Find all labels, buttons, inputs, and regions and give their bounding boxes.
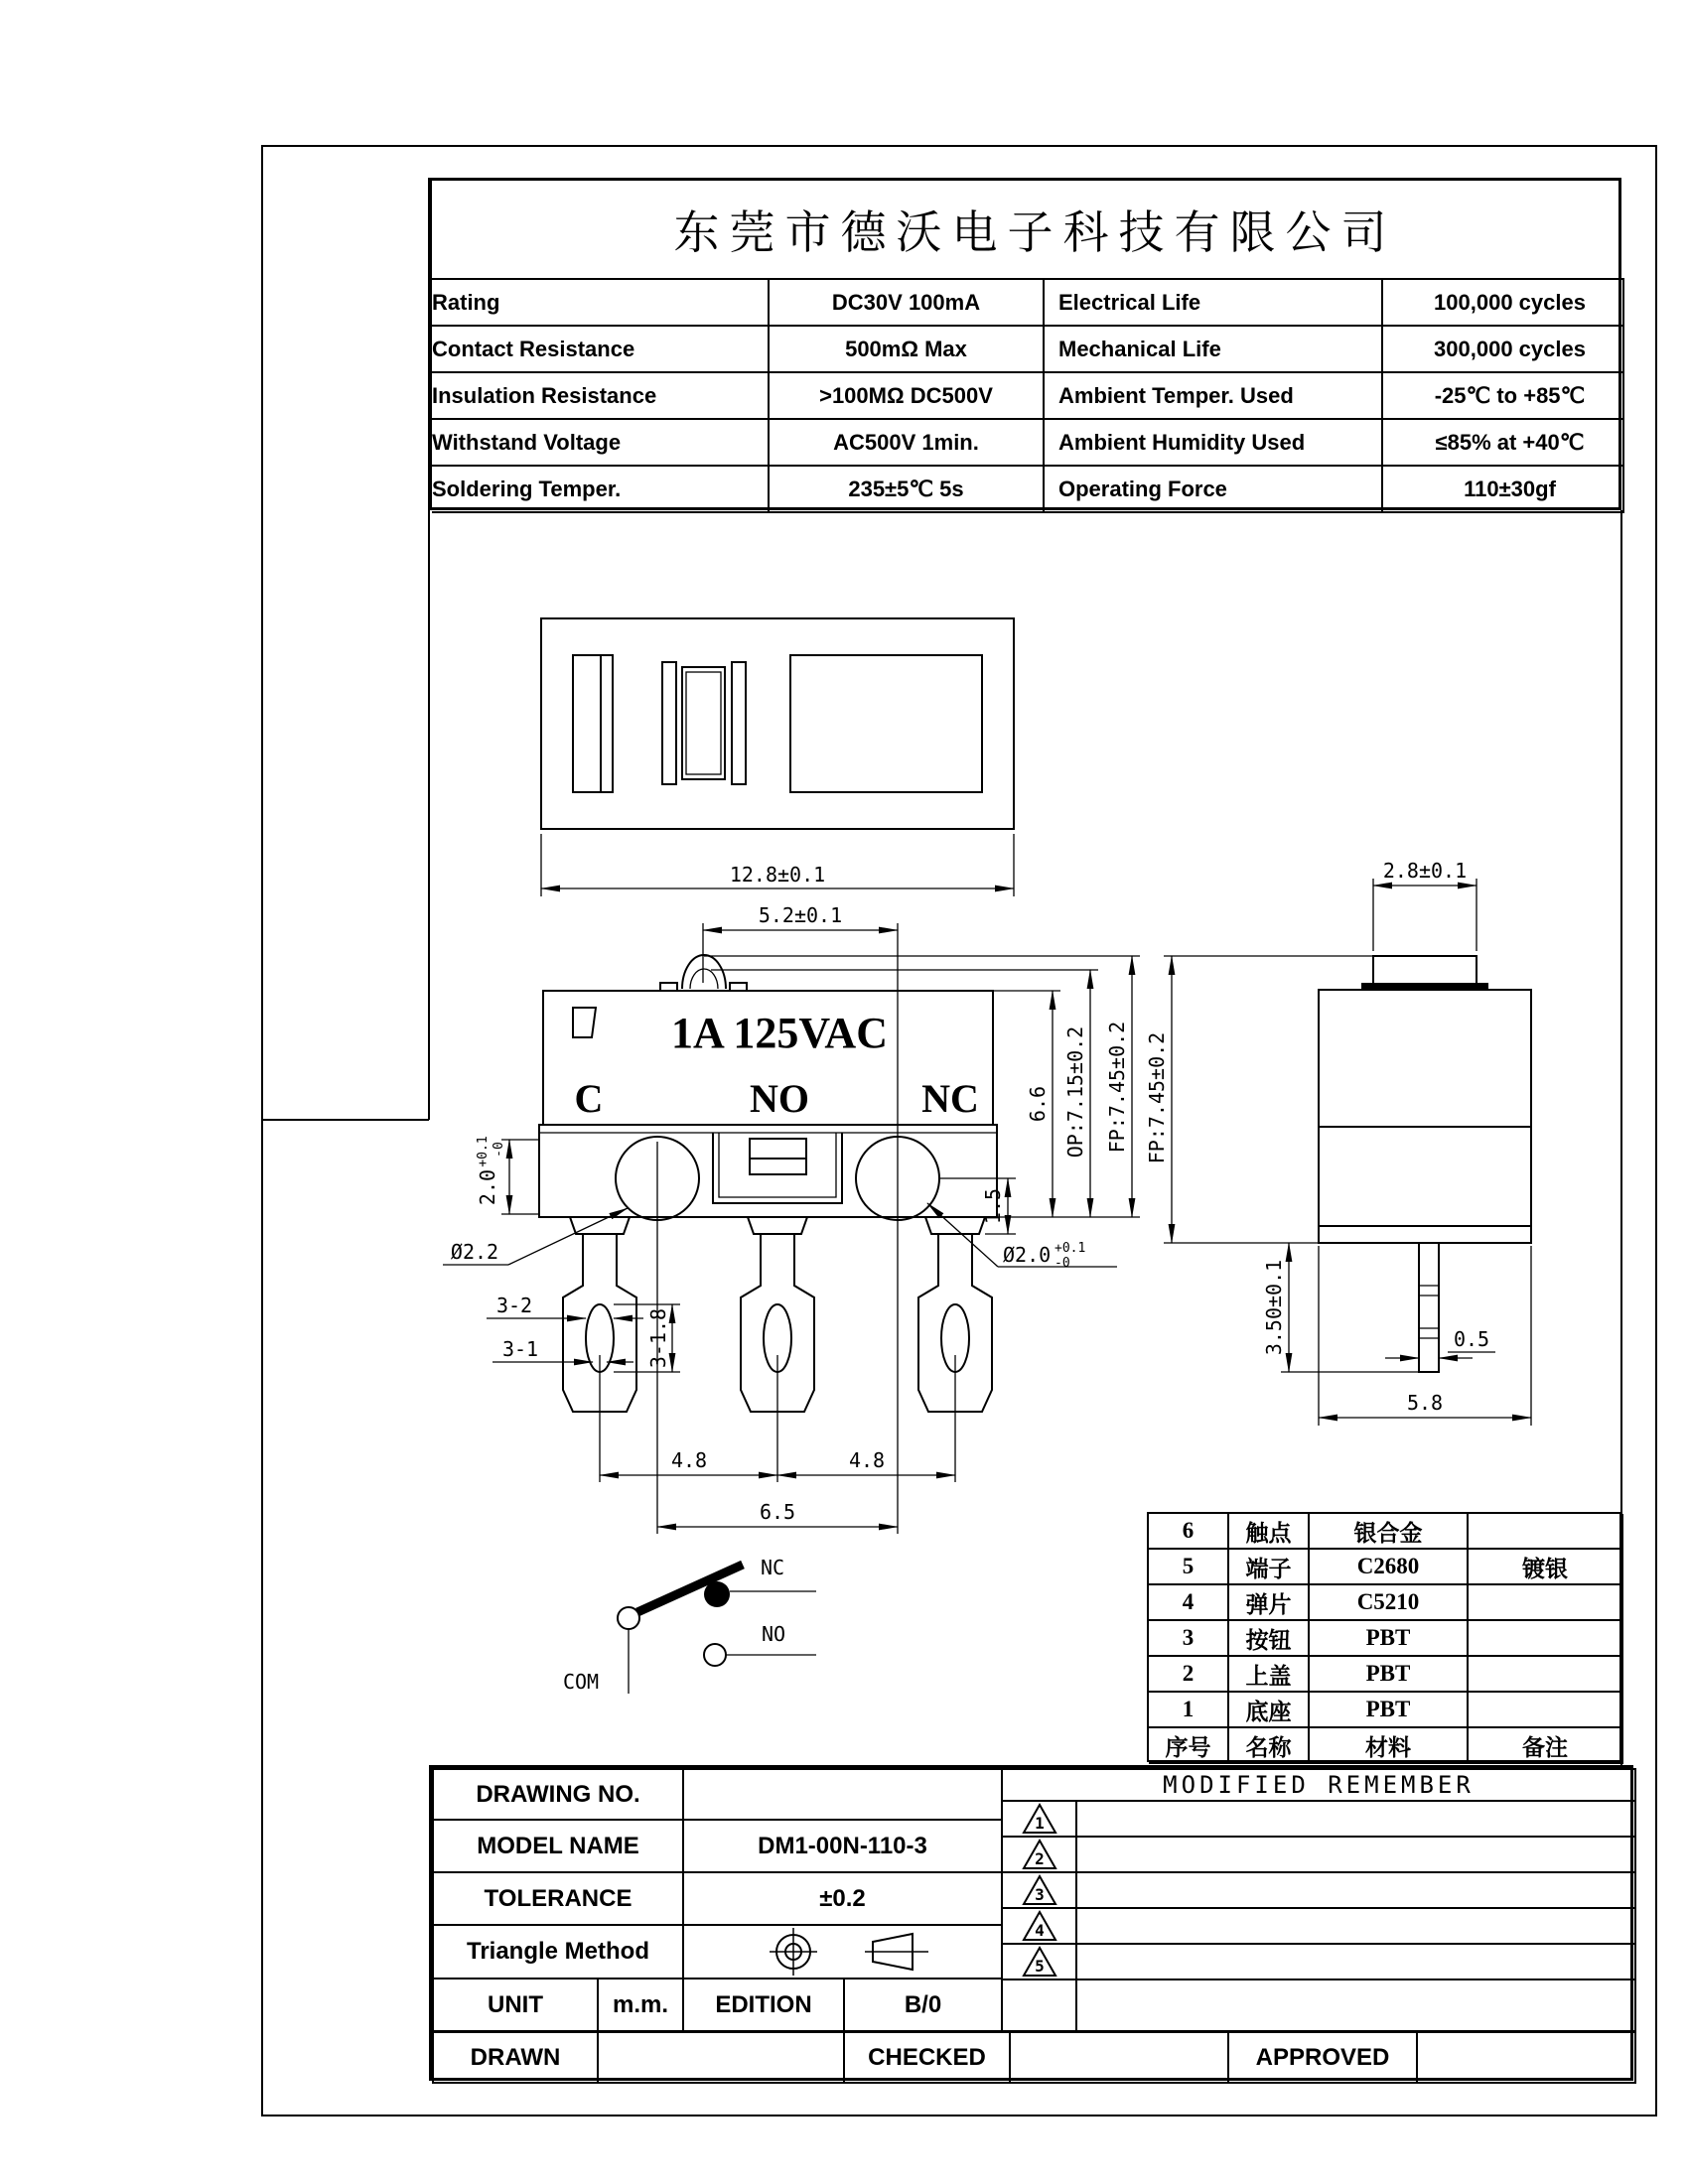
checked-label: CHECKED xyxy=(843,2030,1011,2084)
bom-name: 端子 xyxy=(1229,1550,1310,1585)
spec-value: AC500V 1min. xyxy=(770,420,1045,467)
bom-no: 1 xyxy=(1149,1693,1229,1728)
top-view-button xyxy=(682,667,725,779)
spec-label: Mechanical Life xyxy=(1045,327,1383,373)
spec-label: Rating xyxy=(432,280,770,327)
bom-material: PBT xyxy=(1310,1621,1469,1657)
unit-label: UNIT xyxy=(432,1978,599,2032)
drawn-value xyxy=(597,2030,845,2084)
dim-dia-right-tol-plus: +0.1 xyxy=(1055,1241,1086,1256)
bom-name: 底座 xyxy=(1229,1693,1310,1728)
top-view-left-slot xyxy=(573,655,613,792)
bom-no: 4 xyxy=(1149,1585,1229,1621)
dim-body-height: 6.6 xyxy=(1026,1085,1050,1123)
triangle-method-symbols xyxy=(682,1924,1003,1979)
drawing-no-label: DRAWING NO. xyxy=(432,1768,684,1821)
dim-side-width: 5.8 xyxy=(1406,1391,1444,1415)
revision-row-3 xyxy=(1075,1871,1636,1909)
checked-value xyxy=(1009,2030,1229,2084)
dim-slot-inner-width: 3-1 xyxy=(501,1337,539,1361)
spec-value: 110±30gf xyxy=(1383,467,1624,513)
svg-text:5: 5 xyxy=(1034,1957,1045,1976)
no-contact-window xyxy=(750,1139,806,1174)
model-name-label: MODEL NAME xyxy=(432,1819,684,1873)
side-bottom-plate xyxy=(1319,1226,1531,1243)
drawing-no-value xyxy=(682,1768,1003,1821)
revision-empty-left xyxy=(1001,1979,1077,2032)
dim-hole-height-tol-plus: +0.1 xyxy=(476,1136,491,1167)
company-name: 东莞市德沃电子科技有限公司 xyxy=(432,181,1624,280)
body-marking: 1A 125VAC xyxy=(670,1009,889,1057)
dim-hole-height: 2.0 xyxy=(476,1168,499,1206)
bom-material: C5210 xyxy=(1310,1585,1469,1621)
spec-value: -25℃ to +85℃ xyxy=(1383,373,1624,420)
dim-dia-right-tol-minus: -0 xyxy=(1055,1256,1070,1271)
tolerance-value: ±0.2 xyxy=(682,1871,1003,1926)
spec-value: >100MΩ DC500V xyxy=(770,373,1045,420)
revision-row-2 xyxy=(1075,1836,1636,1873)
top-view xyxy=(541,618,1014,896)
bom-material: PBT xyxy=(1310,1693,1469,1728)
top-view-right-window xyxy=(790,655,982,792)
dim-overall-width: 12.8±0.1 xyxy=(729,863,826,887)
dim-side-fp: FP:7.45±0.2 xyxy=(1145,1031,1169,1164)
bom-header: 材料 xyxy=(1310,1728,1469,1764)
spec-label: Insulation Resistance xyxy=(432,373,770,420)
terminal-label-nc: NC xyxy=(921,1076,979,1121)
bom-header: 名称 xyxy=(1229,1728,1310,1764)
bom-header: 序号 xyxy=(1149,1728,1229,1764)
revision-triangle-1 xyxy=(1001,1800,1077,1838)
no-contact xyxy=(704,1644,726,1666)
revision-triangle-3 xyxy=(1001,1871,1077,1909)
bom-no: 2 xyxy=(1149,1657,1229,1693)
side-lower-body xyxy=(1319,1127,1531,1226)
dim-terminal-pitch-1: 4.8 xyxy=(670,1448,708,1472)
projection-symbols xyxy=(734,1928,952,1976)
dim-pin-length: 3.50±0.1 xyxy=(1262,1259,1286,1356)
nc-contact xyxy=(704,1581,730,1607)
revision-row-5 xyxy=(1075,1943,1636,1980)
dim-hole-height-tol-minus: -0 xyxy=(492,1142,506,1158)
bom-no: 5 xyxy=(1149,1550,1229,1585)
bom-material: 银合金 xyxy=(1310,1514,1469,1550)
circuit-com-label: COM xyxy=(562,1670,600,1694)
spec-value: DC30V 100mA xyxy=(770,280,1045,327)
bom-table xyxy=(1147,1512,1621,1762)
dim-terminal-pitch-2: 4.8 xyxy=(848,1448,886,1472)
svg-text:3: 3 xyxy=(1034,1885,1045,1904)
model-name-value: DM1-00N-110-3 xyxy=(682,1819,1003,1873)
approved-label: APPROVED xyxy=(1227,2030,1418,2084)
spec-label: Ambient Temper. Used xyxy=(1045,373,1383,420)
dim-fp: FP:7.45±0.2 xyxy=(1105,1021,1129,1154)
bom-name: 按钮 xyxy=(1229,1621,1310,1657)
terminal-label-c: C xyxy=(574,1076,604,1121)
edition-label: EDITION xyxy=(682,1978,845,2032)
dim-pin-width: 0.5 xyxy=(1453,1327,1490,1351)
bom-name: 触点 xyxy=(1229,1514,1310,1550)
bom-name: 上盖 xyxy=(1229,1657,1310,1693)
spec-label: Electrical Life xyxy=(1045,280,1383,327)
revision-row-1 xyxy=(1075,1800,1636,1838)
terminal-label-no: NO xyxy=(750,1076,809,1121)
drawn-label: DRAWN xyxy=(432,2030,599,2084)
svg-text:2: 2 xyxy=(1034,1849,1045,1868)
revision-triangle-5 xyxy=(1001,1943,1077,1980)
circuit-nc-label: NC xyxy=(760,1556,785,1579)
svg-text:4: 4 xyxy=(1034,1921,1045,1940)
com-contact xyxy=(618,1607,639,1629)
spec-value: 100,000 cycles xyxy=(1383,280,1624,327)
dim-button-width: 2.8±0.1 xyxy=(1382,859,1468,883)
spec-label: Soldering Temper. xyxy=(432,467,770,513)
bom-remark xyxy=(1469,1657,1623,1693)
bom-material: C2680 xyxy=(1310,1550,1469,1585)
bom-header: 备注 xyxy=(1469,1728,1623,1764)
bom-remark: 镀银 xyxy=(1469,1550,1623,1585)
spec-value: 300,000 cycles xyxy=(1383,327,1624,373)
spec-value: ≤85% at +40℃ xyxy=(1383,420,1624,467)
side-view xyxy=(1145,859,1531,1426)
spec-value: 500mΩ Max xyxy=(770,327,1045,373)
approved-value xyxy=(1416,2030,1636,2084)
bom-remark xyxy=(1469,1693,1623,1728)
dim-slot-width: 3-2 xyxy=(495,1294,533,1317)
spec-label: Ambient Humidity Used xyxy=(1045,420,1383,467)
revision-triangle-2 xyxy=(1001,1836,1077,1873)
bom-name: 弹片 xyxy=(1229,1585,1310,1621)
spec-label: Withstand Voltage xyxy=(432,420,770,467)
plunger-dome xyxy=(682,955,726,989)
bom-no: 6 xyxy=(1149,1514,1229,1550)
dim-plunger-pitch: 5.2±0.1 xyxy=(758,903,843,927)
unit-value: m.m. xyxy=(597,1978,684,2032)
side-upper-body xyxy=(1319,990,1531,1127)
title-block xyxy=(429,1765,1633,2081)
circuit-diagram xyxy=(563,1556,816,1694)
side-plunger xyxy=(1373,956,1477,984)
bom-remark xyxy=(1469,1621,1623,1657)
dim-hole-span: 6.5 xyxy=(759,1500,796,1524)
bom-remark xyxy=(1469,1585,1623,1621)
bom-material: PBT xyxy=(1310,1657,1469,1693)
dim-op: OP:7.15±0.2 xyxy=(1063,1025,1087,1159)
revision-triangle-4 xyxy=(1001,1907,1077,1945)
svg-text:1: 1 xyxy=(1034,1814,1045,1833)
logo-mark xyxy=(573,1008,596,1037)
dim-dia-left: Ø2.2 xyxy=(450,1240,499,1264)
tolerance-label: TOLERANCE xyxy=(432,1871,684,1926)
bom-remark xyxy=(1469,1514,1623,1550)
spec-value: 235±5℃ 5s xyxy=(770,467,1045,513)
spec-label: Operating Force xyxy=(1045,467,1383,513)
spec-label: Contact Resistance xyxy=(432,327,770,373)
bom-no: 3 xyxy=(1149,1621,1229,1657)
spec-table xyxy=(429,178,1621,510)
dim-dia-right: Ø2.0 xyxy=(1003,1243,1052,1267)
circuit-no-label: NO xyxy=(761,1622,786,1646)
revision-header: MODIFIED REMEMBER xyxy=(1001,1768,1636,1802)
edition-value: B/0 xyxy=(843,1978,1003,2032)
dim-slot-height: 3-1.8 xyxy=(646,1307,670,1369)
revision-empty-row xyxy=(1075,1979,1636,2032)
side-terminal-pin xyxy=(1419,1243,1439,1372)
dim-hole-offset: 1.5 xyxy=(981,1187,1005,1225)
front-view xyxy=(443,903,1140,1534)
triangle-method-label: Triangle Method xyxy=(432,1924,684,1979)
revision-row-4 xyxy=(1075,1907,1636,1945)
